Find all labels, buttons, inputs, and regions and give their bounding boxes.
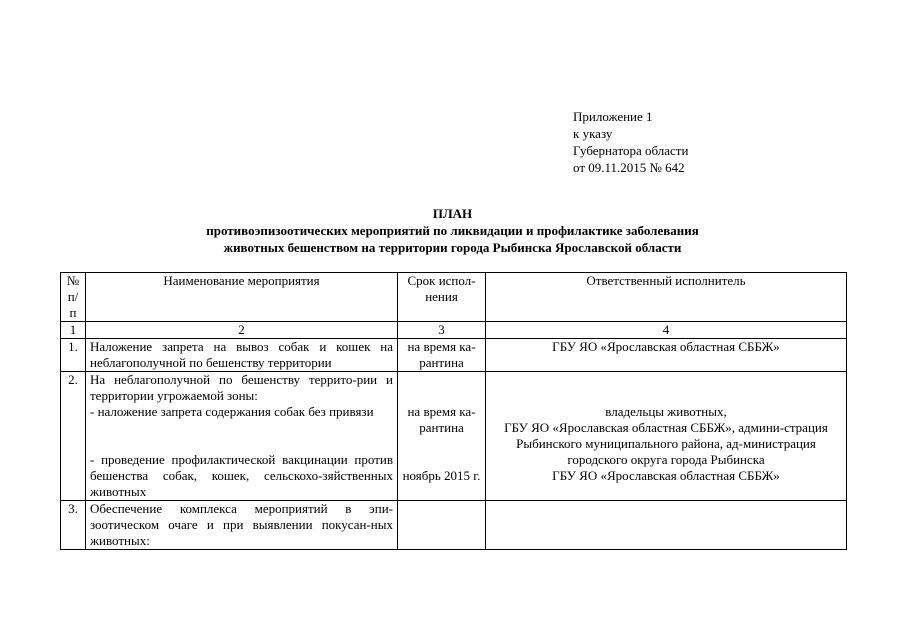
- row2-term-gap-top: [402, 372, 481, 404]
- row2-exec-gap: [490, 372, 842, 404]
- appendix-line-4: от 09.11.2015 № 642: [573, 160, 685, 175]
- row2-executor-cell: [486, 372, 847, 501]
- table-row-1: [61, 339, 847, 372]
- header-executor: Ответственный исполнитель: [486, 273, 847, 322]
- table-row-3: [61, 501, 847, 550]
- header-term: Срок испол-нения: [398, 273, 486, 322]
- row2-term-b: ноябрь 2015 г.: [402, 468, 481, 483]
- row1-executor: ГБУ ЯО «Ярославская областная СББЖ»: [486, 339, 847, 372]
- row2-executor-1: владельцы животных,: [605, 404, 727, 419]
- title-main: ПЛАН: [432, 206, 473, 221]
- col-number-2: 2: [86, 322, 398, 339]
- table-row-2: [61, 372, 847, 501]
- appendix-block: [573, 108, 688, 176]
- appendix-line-1: Приложение 1: [573, 109, 653, 124]
- row3-executor: [486, 501, 847, 550]
- row2-name-b: - проведение профилактической вакцинации против бешенства собак, кошек, сельскохо-зяйственных животных: [90, 452, 393, 499]
- col-number-1: 1: [61, 322, 86, 339]
- row2-term-cell: [398, 372, 486, 501]
- appendix-line-2: к указу: [573, 126, 613, 141]
- title-line-3: животных бешенством на территории города Рыбинска Ярославской области: [223, 240, 682, 255]
- col-number-3: 3: [398, 322, 486, 339]
- table-header-row: [61, 273, 847, 322]
- col-number-4: 4: [486, 322, 847, 339]
- appendix-line-3: Губернатора области: [573, 143, 689, 158]
- row2-executor-2: ГБУ ЯО «Ярославская областная СББЖ», админи-страция Рыбинского муниципального района, ад-министрация городского округа города Рыбинска: [504, 420, 828, 467]
- column-number-row: [61, 322, 847, 339]
- row2-term-a: на время ка-рантина: [407, 404, 476, 435]
- row3-num: 3.: [61, 501, 86, 550]
- row2-num: 2.: [61, 372, 86, 501]
- row1-term: на время ка-рантина: [398, 339, 486, 372]
- row2-name-a: - наложение запрета содержания собак без привязи: [90, 404, 374, 419]
- row2-term-gap-mid: [402, 436, 481, 468]
- row1-name: Наложение запрета на вывоз собак и кошек на неблагополучной по бешенству территории: [86, 339, 398, 372]
- row2-gap: [90, 420, 393, 452]
- row2-executor-3: ГБУ ЯО «Ярославская областная СББЖ»: [552, 468, 780, 483]
- plan-table: [60, 272, 847, 550]
- row1-num: 1.: [61, 339, 86, 372]
- header-num: № п/п: [61, 273, 86, 322]
- row2-name-intro: На неблагополучной по бешенству террито-рии и территории угрожаемой зоны:: [90, 372, 393, 403]
- document-title: [0, 205, 905, 256]
- header-name: Наименование мероприятия: [86, 273, 398, 322]
- row3-term: [398, 501, 486, 550]
- row3-name: Обеспечение комплекса мероприятий в эпи-зоотическом очаге и при выявлении покусан-ных животных:: [86, 501, 398, 550]
- title-line-2: противоэпизоотических мероприятий по ликвидации и профилактике заболевания: [206, 223, 699, 238]
- row2-name-cell: [86, 372, 398, 501]
